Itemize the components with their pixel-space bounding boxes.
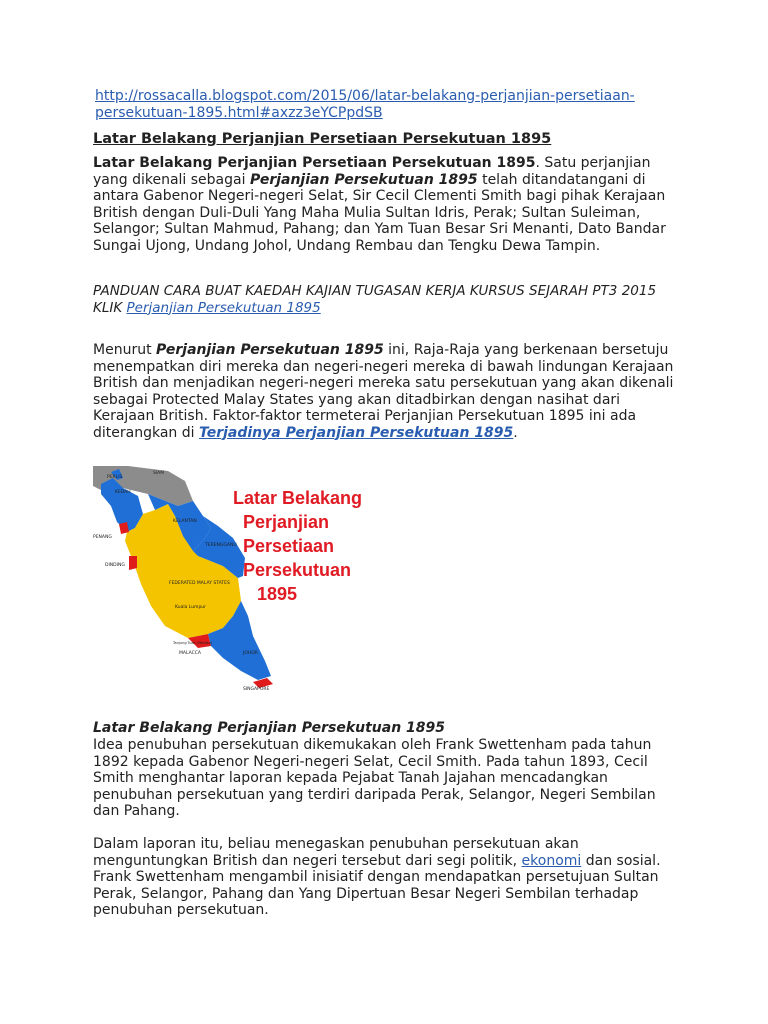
map-label-kedah: KEDAH xyxy=(115,490,131,495)
map-title-line-4: Persekutuan xyxy=(243,560,352,580)
map-label-fms: FEDERATED MALAY STATES xyxy=(169,581,230,586)
intro-lead: Latar Belakang Perjanjian Persetiaan Persekutuan 1895 xyxy=(93,155,536,171)
intro-text-a: . Satu perjanjian yang dikenali sebagai xyxy=(93,155,651,188)
section-heading: Latar Belakang Perjanjian Persekutuan 1895 xyxy=(93,720,446,736)
page-heading: Latar Belakang Perjanjian Persetiaan Persekutuan 1895 xyxy=(93,131,552,147)
map-label-kelantan: KELANTAN xyxy=(173,519,197,524)
report-text-b: dan sosial. Frank Swettenham mengambil inisiatif dengan mendapatkan persetujuan Sultan Perak, Selangor, Pahang dan Yang Dipertuan Besar Negeri Sembilan terhadap penubuhan persekutuan. xyxy=(93,852,661,918)
url-line-2: persekutuan-1895.html#axzz3eYCPpdSB xyxy=(95,105,383,121)
map-label-singapore: SINGAPORE xyxy=(243,687,270,692)
url-line-1: http://rossacalla.blogspot.com/2015/06/latar-belakang-perjanjian-persetiaan- xyxy=(95,88,635,104)
intro-paragraph xyxy=(93,155,683,254)
treaty-text-c: . xyxy=(513,424,518,441)
map-label-malacca: MALACCA xyxy=(179,651,201,656)
report-paragraph xyxy=(93,836,683,919)
guide-text: PANDUAN CARA BUAT KAEDAH KAJIAN TUGASAN KERJA KURSUS SEJARAH PT3 2015 KLIK xyxy=(93,283,657,316)
guide-link[interactable]: Perjanjian Persekutuan 1895 xyxy=(126,299,321,316)
map-title-line-1: Latar Belakang xyxy=(233,488,363,508)
economy-link[interactable]: ekonomi xyxy=(521,852,582,869)
map-dinding xyxy=(129,556,137,570)
malaya-map xyxy=(93,466,413,692)
report-text-a: Dalam laporan itu, beliau menegaskan penubuhan persekutuan akan menguntungkan British dan negeri tersebut dari segi politik, xyxy=(93,836,579,869)
treaty-text-a: Menurut xyxy=(93,342,157,358)
map-label-siam: SIAM xyxy=(153,471,165,476)
map-title-line-3: Persetiaan xyxy=(243,536,335,556)
map-title-line-5: 1895 xyxy=(257,584,298,604)
map-label-penang: PENANG xyxy=(93,535,112,540)
source-url xyxy=(95,88,675,122)
map-title-line-2: Perjanjian xyxy=(243,512,330,532)
intro-emphasis: Perjanjian Persekutuan 1895 xyxy=(249,171,478,188)
treaty-paragraph xyxy=(93,342,683,441)
map-label-kl: Kuala Lumpur xyxy=(175,605,206,610)
source-url-link[interactable] xyxy=(95,88,635,121)
intro-text-b: telah ditandatangani di antara Gabenor Negeri-negeri Selat, Sir Cecil Clementi Smith bagi pihak Kerajaan British dengan Duli-Duli Yang Maha Mulia Sultan Idris, Perak; Sultan Suleiman, Selangor; Sultan Mahmud, Pahang; dan Yam Tuan Besar Sri Menanti, Dato Bandar Sungai Ujong, Undang Johol, Undang Rembau dan Tengku Dewa Tampin. xyxy=(93,171,666,254)
map-label-johor: JOHOR xyxy=(243,651,258,656)
map-label-tanjung: Tanjung Tuan (Melaka) xyxy=(173,641,213,645)
map-label-terengganu: TERENGGANU xyxy=(205,543,237,548)
guide-paragraph xyxy=(93,283,683,316)
map-label-dinding: DINDING xyxy=(105,563,125,568)
treaty-text-b: ini, Raja-Raja yang berkenaan bersetuju menempatkan diri mereka dan negeri-negeri mereka di bawah lindungan Kerajaan British dan menjadikan negeri-negeri mereka satu persekutuan yang akan dikenali sebagai Protected Malay States yang akan ditadbirkan dengan nasihat dari Kerajaan British. Faktor-faktor termeterai Perjanjian Persekutuan 1895 ini ada diterangkan di xyxy=(93,342,674,441)
history-paragraph: Idea penubuhan persekutuan dikemukakan oleh Frank Swettenham pada tahun 1892 kepada Gabenor Negeri-negeri Selat, Cecil Smith. Pada tahun 1893, Cecil Smith menghantar laporan kepada Pejabat Tanah Jajahan mencadangkan penubuhan persekutuan yang terdiri daripada Perak, Selangor, Negeri Sembilan dan Pahang. xyxy=(93,737,656,819)
map-label-perlis: PERLIS xyxy=(107,475,123,480)
treaty-link[interactable]: Terjadinya Perjanjian Persekutuan 1895 xyxy=(198,424,514,441)
map-image xyxy=(93,466,413,692)
treaty-emphasis: Perjanjian Persekutuan 1895 xyxy=(156,342,384,358)
